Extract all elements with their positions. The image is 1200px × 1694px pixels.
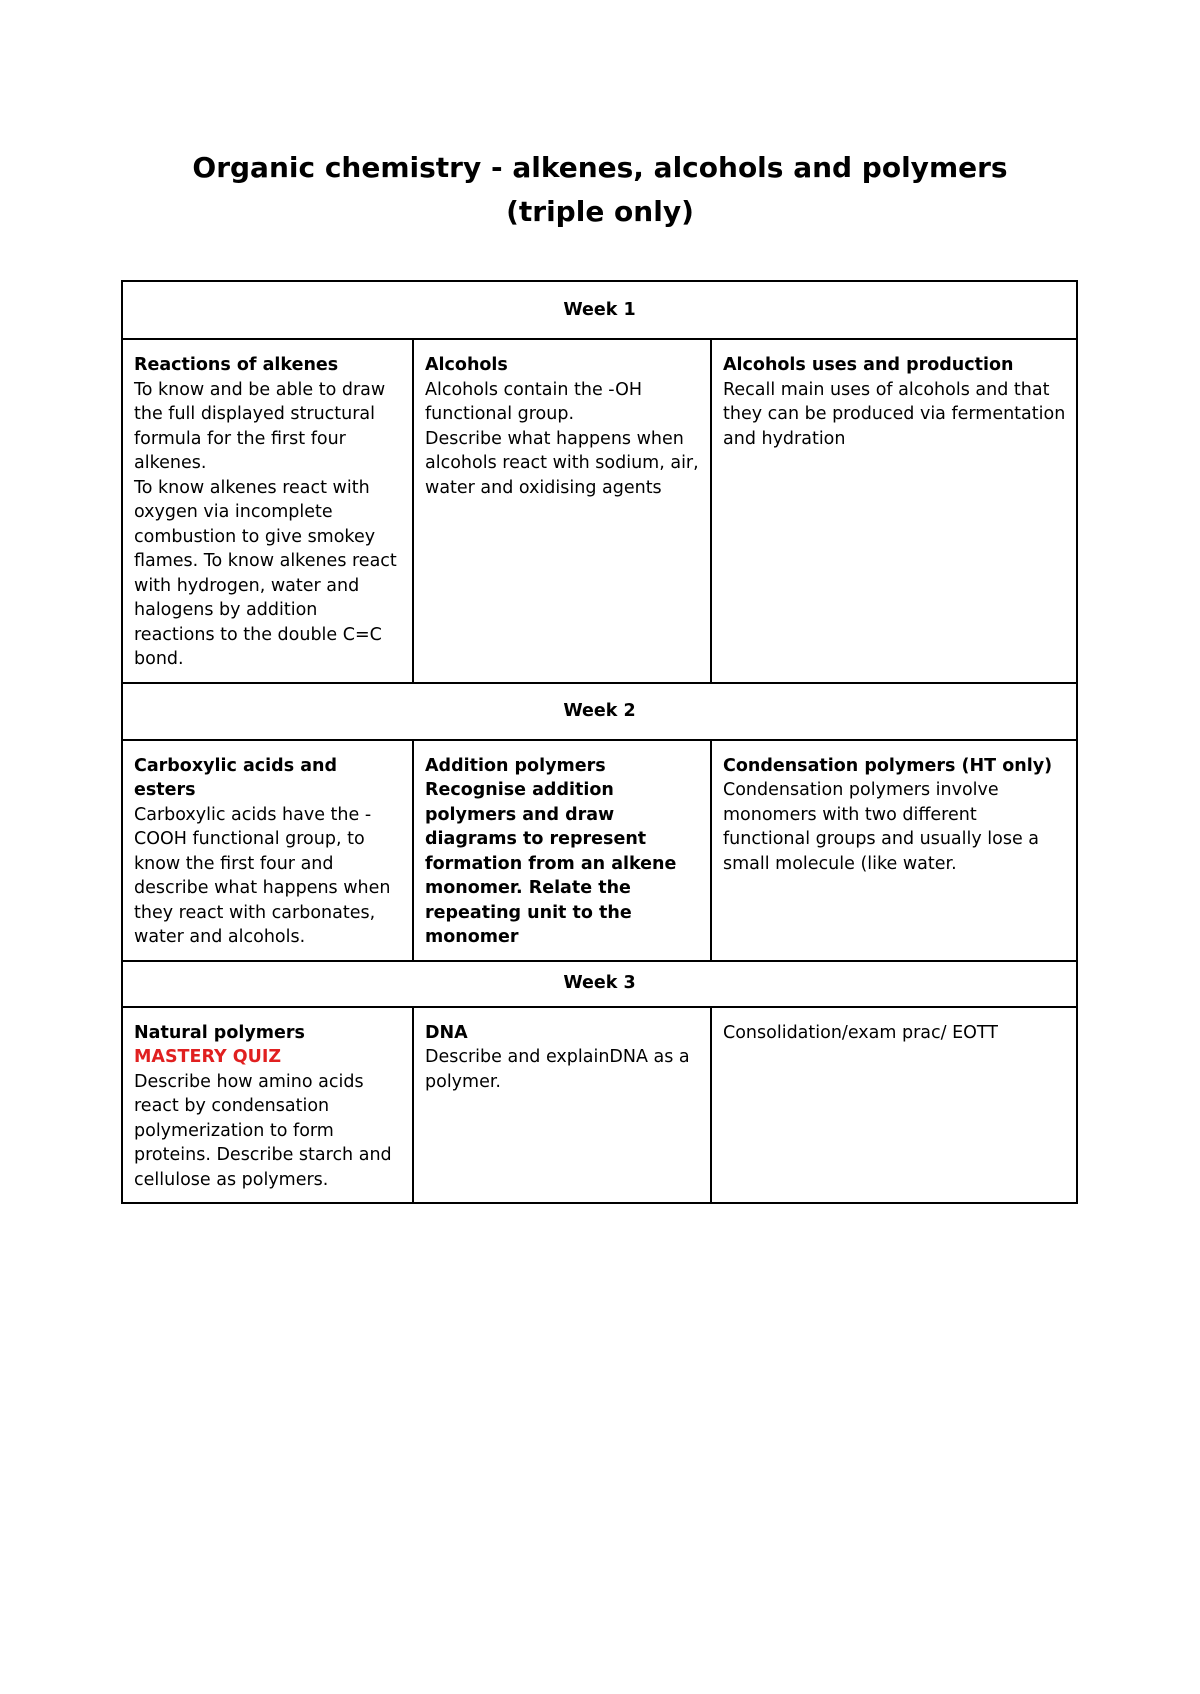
mastery-quiz-label: MASTERY QUIZ [134,1047,282,1067]
week-content-row [122,339,1077,683]
topic-description: Recall main uses of alcohols and that they can be produced via fermentation and hydration [723,379,1066,449]
topic-title: Reactions of alkenes [134,355,339,375]
topic-title: Natural polymers [134,1022,305,1043]
topic-cell [122,339,413,683]
topic-cell [413,1007,711,1204]
topic-title: Carboxylic acids and esters [134,755,338,800]
week-header: Week 2 [122,683,1077,740]
topic-cell [122,740,413,961]
topic-cell [711,740,1077,961]
page-title: Organic chemistry - alkenes, alcohols and polymers (triple only) [192,151,1008,228]
topic-title: Alcohols [425,355,508,375]
topic-description: Condensation polymers involve monomers with two different functional groups and usually lose a small molecule (like water. [723,780,1040,874]
topic-cell [711,1007,1077,1204]
topic-title: Addition polymers [425,755,606,776]
topic-cell [413,740,711,961]
topic-description: Describe how amino acids react by condensation polymerization to form proteins. Describe starch and cellulose as polymers. [134,1071,392,1190]
topic-cell [413,339,711,683]
topic-cell [711,339,1077,683]
topic-title: Alcohols uses and production [723,355,1014,375]
topic-description: Describe and explainDNA as a polymer. [425,1047,690,1092]
topic-description: Recognise addition polymers and draw diagrams to represent formation from an alkene monomer. Relate the repeating unit to the monomer [425,780,677,947]
week-header-row [122,281,1077,339]
week-content-row [122,1007,1077,1204]
week-header-row [122,961,1077,1007]
topic-description: Consolidation/exam prac/ EOTT [723,1022,998,1043]
topic-description: To know and be able to draw the full displayed structural formula for the first four alkenes. To know alkenes react with oxygen via incomplete combustion to give smokey flames. To know alkenes react with hydrogen, water and halogens by addition reactions to the double C=C bond. [134,379,397,669]
topic-title: DNA [425,1022,468,1043]
topic-description: Alcohols contain the -OH functional group. Describe what happens when alcohols react with sodium, air, water and oxidising agents [425,379,699,498]
topic-description: Carboxylic acids have the -COOH functional group, to know the first four and describe what happens when they react with carbonates, water and alcohols. [134,804,391,947]
week-header: Week 1 [122,281,1077,339]
week-header-row [122,683,1077,740]
week-content-row [122,740,1077,961]
schedule-table [121,280,1078,1204]
week-header: Week 3 [122,961,1077,1007]
topic-title: Condensation polymers (HT only) [723,755,1053,776]
topic-cell [122,1007,413,1204]
